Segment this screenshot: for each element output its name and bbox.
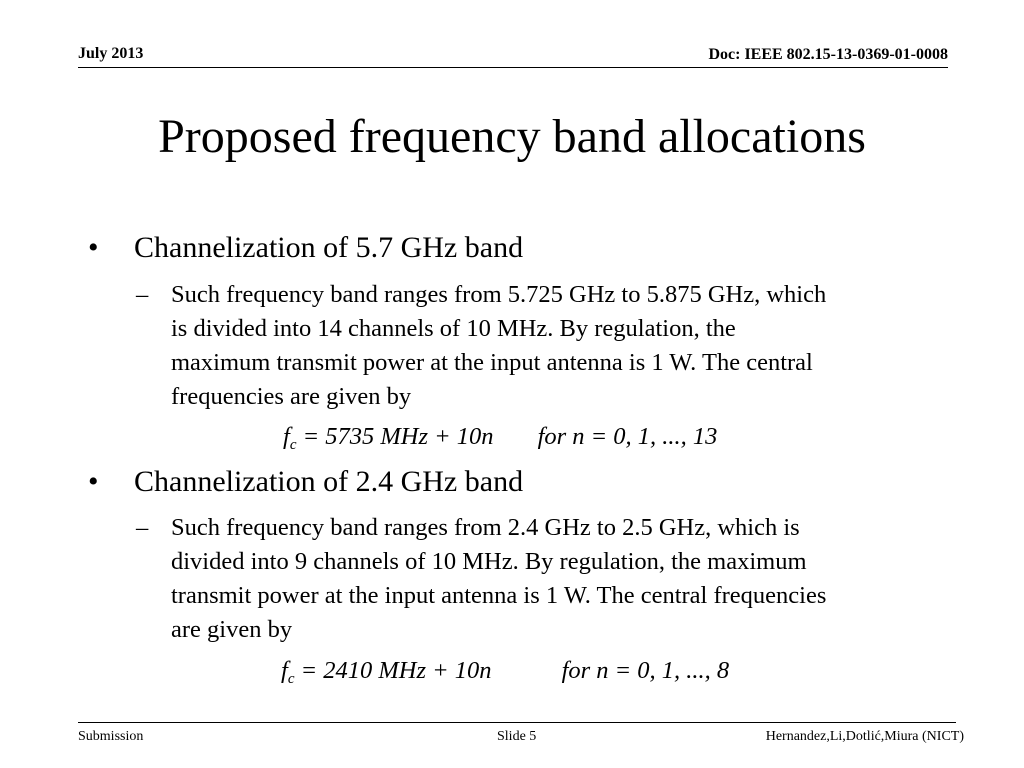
section-1-formula xyxy=(283,422,717,460)
body-line: is divided into 14 channels of 10 MHz. By regulation, the xyxy=(171,315,736,342)
bullet-dot: • xyxy=(88,465,99,498)
section-1-bullet xyxy=(88,230,688,266)
section-2-bullet xyxy=(88,464,688,500)
footer-slide-number: Slide 5 xyxy=(497,729,537,744)
body-line: Such frequency band ranges from 5.725 GHz to 5.875 GHz, which xyxy=(171,281,827,308)
section-2-formula xyxy=(281,656,729,694)
formula-condition: for n = 0, 1, ..., 8 xyxy=(561,657,730,684)
section-2-description xyxy=(136,511,956,651)
section-1-heading: Channelization of 5.7 GHz band xyxy=(134,231,524,264)
dash-marker: – xyxy=(136,281,149,308)
dash-marker: – xyxy=(136,514,149,541)
formula-condition: for n = 0, 1, ..., 13 xyxy=(537,423,718,450)
footer-authors: Hernandez,Li,Dotlić,Miura (NICT) xyxy=(765,729,964,744)
body-line: maximum transmit power at the input antenna is 1 W. The central xyxy=(171,349,813,376)
formula-symbol: f xyxy=(283,423,290,450)
formula-symbol: f xyxy=(281,657,288,684)
formula-subscript: c xyxy=(287,671,295,687)
section-1-body xyxy=(171,278,826,414)
section-2-body xyxy=(171,511,826,647)
formula-subscript: c xyxy=(289,437,297,453)
formula-expression: = 2410 MHz + 10n xyxy=(294,657,492,684)
header-divider xyxy=(78,67,948,68)
footer-submission: Submission xyxy=(78,729,144,744)
slide-title: Proposed frequency band allocations xyxy=(158,110,866,163)
body-line: frequencies are given by xyxy=(171,383,412,410)
section-1-description xyxy=(136,278,956,418)
body-line: divided into 9 channels of 10 MHz. By regulation, the maximum xyxy=(171,548,807,575)
header-date: July 2013 xyxy=(78,45,144,62)
body-line: are given by xyxy=(171,616,293,643)
footer-divider xyxy=(78,722,956,723)
header-doc-id: Doc: IEEE 802.15-13-0369-01-0008 xyxy=(708,46,948,63)
body-line: transmit power at the input antenna is 1 W. The central frequencies xyxy=(171,582,827,609)
section-2-heading: Channelization of 2.4 GHz band xyxy=(134,465,524,498)
body-line: Such frequency band ranges from 2.4 GHz to 2.5 GHz, which is xyxy=(171,514,800,541)
bullet-dot: • xyxy=(88,231,99,264)
formula-expression: = 5735 MHz + 10n xyxy=(296,423,494,450)
